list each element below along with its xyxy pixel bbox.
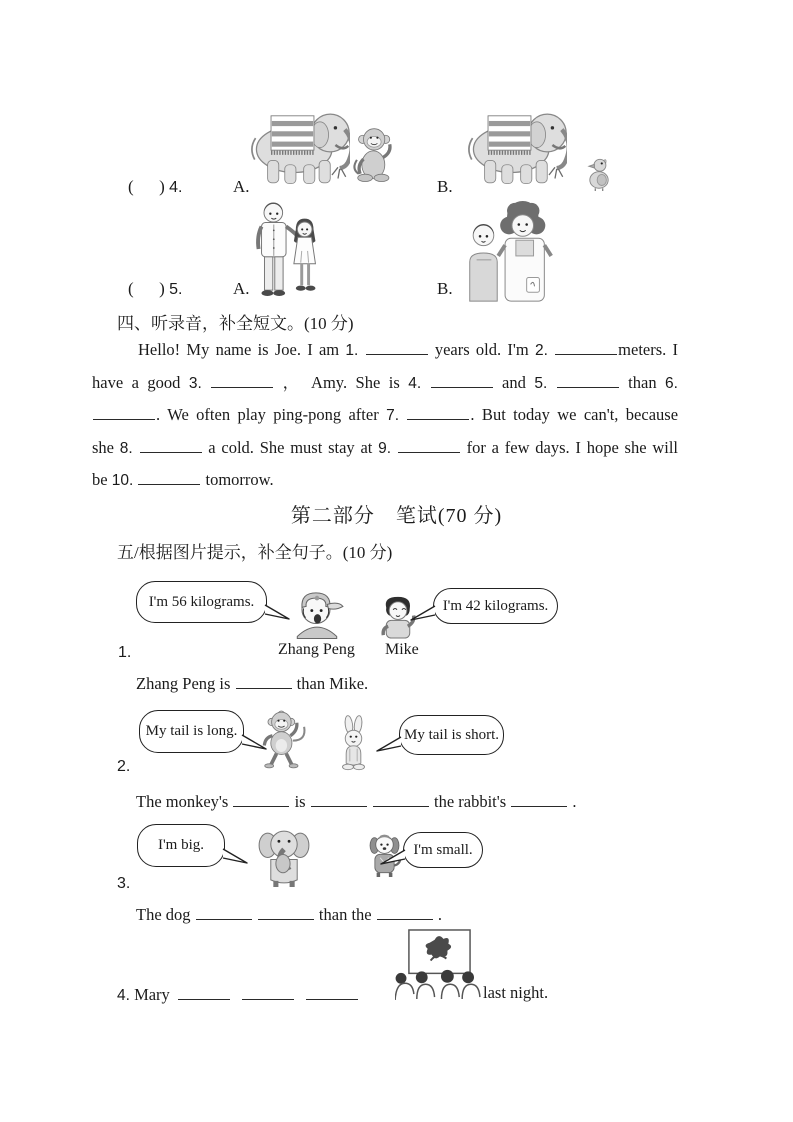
option-a-label: A. bbox=[233, 279, 250, 298]
question-1-sentence bbox=[136, 671, 368, 694]
answer-blank bbox=[511, 789, 567, 807]
option-b-label: B. bbox=[437, 177, 453, 196]
answer-blank bbox=[407, 402, 469, 420]
bubble-tail-icon bbox=[380, 848, 406, 866]
text-run bbox=[548, 340, 554, 359]
answer-blank bbox=[258, 902, 314, 920]
answer-blank bbox=[93, 402, 155, 420]
blank-number: 9. bbox=[378, 439, 392, 457]
text-run: the rabbit's bbox=[429, 791, 511, 811]
text-run: . But today we can't, because bbox=[470, 405, 679, 425]
blank-number: 1. bbox=[345, 342, 359, 359]
bubble-text: I'm 42 kilograms. bbox=[442, 597, 549, 614]
bubble-text: I'm 56 kilograms. bbox=[148, 593, 255, 610]
text-run: Zhang Peng is bbox=[136, 673, 235, 693]
question-number: 5. bbox=[169, 281, 183, 298]
text-run: years old. I'm bbox=[428, 340, 535, 359]
question-3-sentence bbox=[136, 902, 442, 925]
text-run: be bbox=[92, 470, 112, 490]
elephant-icon bbox=[247, 99, 350, 191]
answer-blank bbox=[398, 435, 460, 453]
watching-film-image bbox=[395, 929, 482, 1000]
part-two-heading: 第二部分 笔试(70 分) bbox=[290, 505, 503, 527]
father-and-daughter-image bbox=[252, 200, 324, 298]
blank-number: 2. bbox=[534, 342, 548, 359]
speech-bubble-right bbox=[399, 715, 504, 755]
blank-number: 7. bbox=[386, 407, 400, 425]
answer-blank bbox=[140, 435, 202, 453]
text-run: for a few days. I hope she will bbox=[460, 437, 678, 457]
text-run bbox=[399, 405, 406, 424]
duck-icon bbox=[587, 157, 611, 191]
answer-blank bbox=[236, 671, 292, 689]
question-2-sentence bbox=[136, 789, 577, 812]
blank-number: 8. bbox=[119, 439, 133, 457]
answer-blank bbox=[138, 468, 200, 486]
text-run bbox=[298, 985, 302, 1004]
answer-blank bbox=[233, 789, 289, 807]
elephant-with-duck-image bbox=[464, 99, 567, 191]
text-run: than Mike. bbox=[292, 673, 369, 693]
text-run bbox=[547, 373, 555, 392]
blank-number: 6. bbox=[665, 374, 678, 392]
speech-bubble-left bbox=[137, 824, 225, 867]
text-run: The monkey's bbox=[136, 791, 233, 811]
blank-number: 3. bbox=[188, 374, 202, 392]
monkey-icon bbox=[352, 124, 393, 190]
section-five-heading: 五/根据图片提示，补全句子。(10 分) bbox=[117, 543, 393, 562]
text-run: than bbox=[619, 372, 666, 392]
text-run bbox=[358, 340, 364, 359]
passage-line bbox=[92, 399, 678, 432]
bubble-text: I'm big. bbox=[157, 837, 205, 853]
text-run bbox=[368, 792, 372, 811]
question-4-sentence bbox=[117, 982, 362, 1005]
elephant-figure bbox=[258, 825, 310, 888]
speech-bubble-right bbox=[403, 832, 483, 868]
bubble-tail-icon bbox=[222, 847, 248, 865]
text-run: Mary bbox=[129, 984, 174, 1004]
rabbit-icon bbox=[337, 714, 370, 774]
text-run: than the bbox=[314, 904, 376, 924]
text-run: have a good bbox=[92, 372, 189, 392]
figure-caption-mike: Mike bbox=[385, 641, 419, 658]
question-2-number: 2. bbox=[117, 758, 131, 775]
text-run: . We often play ping-pong after bbox=[156, 405, 387, 425]
bubble-text: My tail is short. bbox=[403, 726, 499, 743]
text-run: ， Amy. She is bbox=[274, 372, 409, 392]
text-run: and bbox=[493, 372, 535, 392]
question-4-suffix: last night. bbox=[483, 983, 549, 1002]
answer-parentheses: ( ) bbox=[128, 177, 165, 196]
text-run: . bbox=[568, 791, 577, 811]
answer-parentheses: ( ) bbox=[128, 279, 165, 298]
text-run: meters. I bbox=[618, 340, 679, 359]
blank-number: 10. bbox=[111, 472, 134, 490]
passage-line bbox=[92, 334, 678, 367]
blank-number: 4. bbox=[117, 986, 130, 1004]
answer-blank bbox=[196, 902, 252, 920]
mother-and-son-image bbox=[463, 199, 555, 305]
text-run: tomorrow. bbox=[201, 470, 274, 490]
answer-blank bbox=[373, 789, 429, 807]
question-number: 4. bbox=[169, 179, 183, 196]
text-run bbox=[421, 373, 429, 392]
passage-line bbox=[92, 367, 678, 400]
bubble-tail-icon bbox=[376, 735, 402, 753]
bubble-text: I'm small. bbox=[413, 841, 473, 858]
answer-blank bbox=[431, 370, 493, 388]
bubble-text: My tail is long. bbox=[145, 723, 238, 739]
rabbit-figure bbox=[337, 714, 370, 774]
mother-son-icon bbox=[463, 199, 555, 305]
answer-blank bbox=[306, 982, 358, 1000]
passage-line bbox=[92, 464, 678, 497]
answer-blank bbox=[178, 982, 230, 1000]
question-3-number: 3. bbox=[117, 875, 131, 892]
text-run: is bbox=[290, 791, 310, 811]
boy-with-cap-icon bbox=[289, 578, 345, 641]
answer-blank bbox=[377, 902, 433, 920]
monkey-sitting-image bbox=[352, 124, 393, 190]
question-5-answer-slot bbox=[128, 279, 182, 299]
text-run bbox=[133, 470, 137, 489]
text-run bbox=[234, 985, 238, 1004]
answer-blank bbox=[242, 982, 294, 1000]
passage-line bbox=[92, 432, 678, 465]
cinema-screen-icon bbox=[395, 929, 482, 1000]
duck-image bbox=[587, 157, 611, 191]
baby-elephant-icon bbox=[258, 825, 310, 888]
bubble-tail-icon bbox=[264, 603, 290, 621]
answer-blank bbox=[211, 370, 273, 388]
figure-caption-zhang-peng: Zhang Peng bbox=[278, 641, 355, 658]
answer-blank bbox=[311, 789, 367, 807]
text-run bbox=[253, 905, 257, 924]
bubble-tail-icon bbox=[410, 604, 436, 622]
option-a-label: A. bbox=[233, 177, 250, 196]
answer-blank bbox=[555, 337, 617, 355]
answer-blank bbox=[557, 370, 619, 388]
text-run: she bbox=[92, 437, 120, 457]
speech-bubble-left bbox=[136, 581, 267, 623]
text-run bbox=[133, 438, 139, 457]
blank-number: 4. bbox=[408, 374, 422, 392]
option-b-label: B. bbox=[437, 279, 453, 298]
text-run bbox=[202, 373, 210, 392]
text-run: . bbox=[433, 904, 442, 924]
monkey-figure bbox=[257, 704, 309, 774]
elephant-with-monkey-image bbox=[247, 99, 350, 191]
answer-blank bbox=[366, 337, 428, 355]
cloze-passage bbox=[92, 334, 678, 497]
text-run: a cold. She must stay at bbox=[202, 437, 379, 457]
question-1-number: 1. bbox=[118, 644, 132, 661]
zhang-peng-figure bbox=[289, 578, 345, 641]
speech-bubble-right bbox=[433, 588, 558, 624]
elephant-icon bbox=[464, 99, 567, 191]
father-daughter-icon bbox=[252, 200, 324, 298]
question-4-answer-slot bbox=[128, 177, 182, 197]
text-run bbox=[391, 438, 397, 457]
monkey-icon bbox=[257, 704, 309, 774]
blank-number: 5. bbox=[534, 374, 548, 392]
text-run: The dog bbox=[136, 904, 195, 924]
text-run: Hello! My name is Joe. I am bbox=[138, 340, 346, 359]
speech-bubble-left bbox=[139, 710, 244, 753]
section-four-heading: 四、听录音，补全短文。(10 分) bbox=[117, 314, 354, 333]
